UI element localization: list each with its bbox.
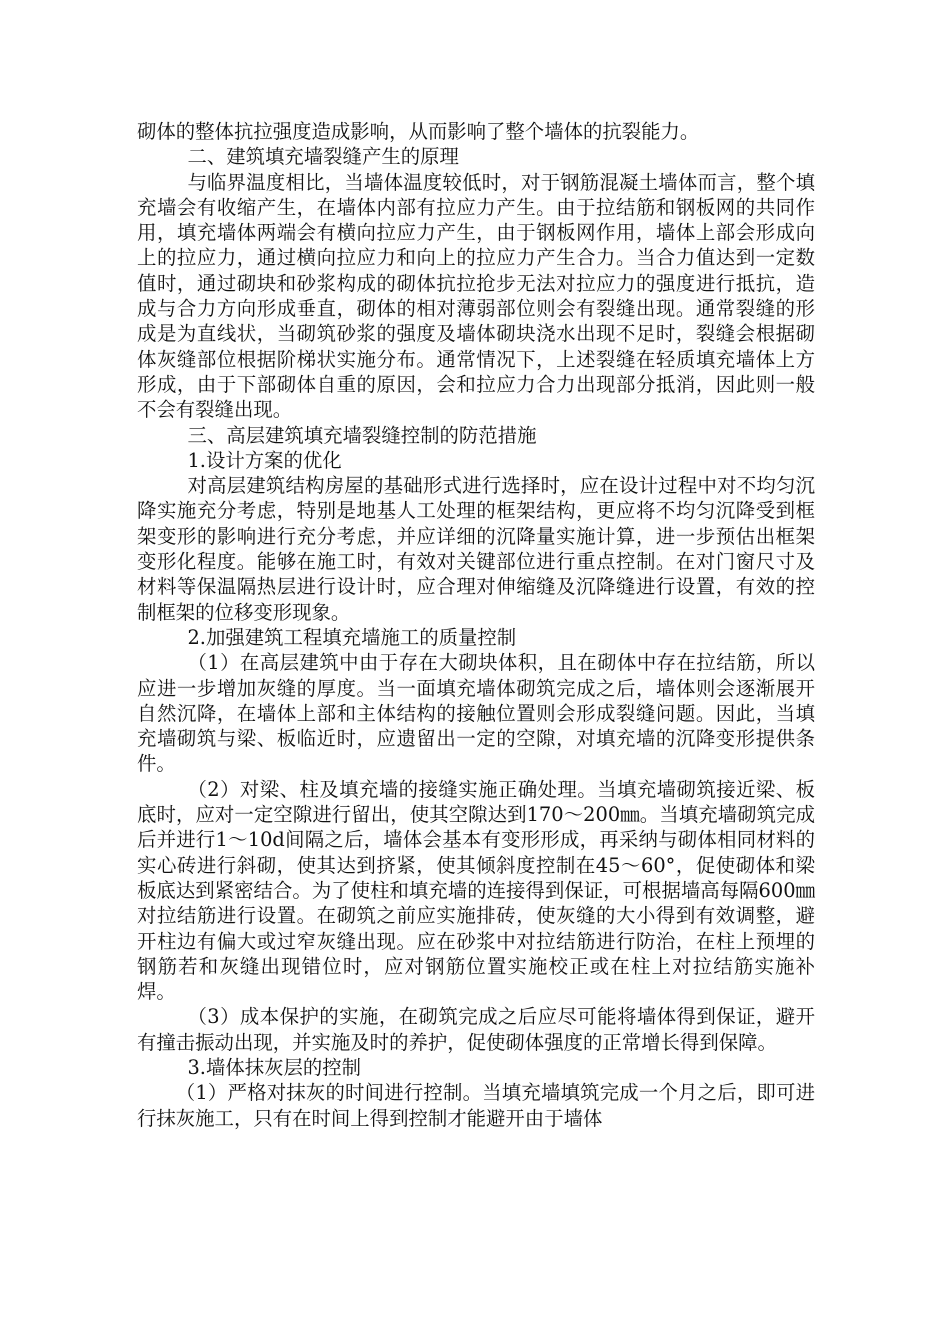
subheading-design-optimization: 1.设计方案的优化 (187, 448, 342, 472)
paragraph-item-2: （2）对梁、柱及填充墙的接缝实施正确处理。当填充墙砌筑接近梁、板底时，应对一定空隙进行留出，使其空隙达到170～200㎜。当填充墙砌筑完成后并进行1～10d间隔之后，墙体会基本有变形形成，再采纳与砌体相同材料的实心砖进行斜砌，使其达到挤紧，使其倾斜度控制在45～60°，促使砌体和梁板底达到紧密结合。为了使柱和填充墙的连接得到保证，可根据墙高每隔600㎜对拉结筋进行设置。在砌筑之前应实施排砖，使灰缝的大小得到有效调整，避开柱边有偏大或过窄灰缝出现。应在砂浆中对拉结筋进行防治，在柱上预埋的钢筋若和灰缝出现错位时，应对钢筋位置实施校正或在柱上对拉结筋实施补焊。 (137, 777, 815, 1004)
subheading-construction-quality: 2.加强建筑工程填充墙施工的质量控制 (187, 625, 517, 649)
document-page (137, 119, 815, 1131)
section-heading-2: 二、建筑填充墙裂缝产生的原理 (187, 145, 459, 169)
paragraph-crack-principle: 与临界温度相比，当墙体温度较低时，对于钢筋混凝土墙体而言，整个填充墙会有收缩产生，在墙体内部有拉应力产生。由于拉结筋和钢板网的共同作用，填充墙体两端会有横向拉应力产生，由于钢板网作用，墙体上部会形成向上的拉应力，通过横向拉应力和向上的拉应力产生合力。当合力值达到一定数值时，通过砌块和砂浆构成的砌体抗拉抢步无法对拉应力的强度进行抵抗，造成与合力方向形成垂直，砌体的相对薄弱部位则会有裂缝出现。通常裂缝的形成是为直线状，当砌筑砂浆的强度及墙体砌块浇水出现不足时，裂缝会根据砌体灰缝部位根据阶梯状实施分布。通常情况下，上述裂缝在轻质填充墙体上方形成，由于下部砌体自重的原因，会和拉应力合力出现部分抵消，因此则一般不会有裂缝出现。 (137, 170, 815, 422)
paragraph-plaster-item-1: （1）严格对抹灰的时间进行控制。当填充墙填筑完成一个月之后，即可进行抹灰施工，只有在时间上得到控制才能避开由于墙体 (137, 1081, 815, 1130)
paragraph-item-1: （1）在高层建筑中由于存在大砌块体积，且在砌体中存在拉结筋，所以应进一步增加灰缝的厚度。当一面填充墙体砌筑完成之后，墙体则会逐渐展开自然沉降，在墙体上部和主体结构的接触位置则会形成裂缝问题。因此，当填充墙砌筑与梁、板临近时，应遗留出一定的空隙，对填充墙的沉降变形提供条件。 (137, 651, 815, 776)
section-heading-3: 三、高层建筑填充墙裂缝控制的防范措施 (187, 423, 537, 447)
paragraph-item-3: （3）成本保护的实施，在砌筑完成之后应尽可能将墙体得到保证，避开有撞击振动出现，并实施及时的养护，促使砌体强度的正常增长得到保障。 (137, 1005, 815, 1054)
paragraph-design-optimization: 对高层建筑结构房屋的基础形式进行选择时，应在设计过程中对不均匀沉降实施充分考虑，特别是地基人工处理的框架结构，更应将不均匀沉降受到框架变形的影响进行充分考虑，并应详细的沉降量实施计算，进一步预估出框架变形化程度。能够在施工时，有效对关键部位进行重点控制。在对门窗尺寸及材料等保温隔热层进行设计时，应合理对伸缩缝及沉降缝进行设置，有效的控制框架的位移变形现象。 (137, 474, 815, 624)
paragraph-continuation: 砌体的整体抗拉强度造成影响，从而影响了整个墙体的抗裂能力。 (137, 120, 700, 143)
subheading-plaster-control: 3.墙体抹灰层的控制 (187, 1055, 362, 1079)
